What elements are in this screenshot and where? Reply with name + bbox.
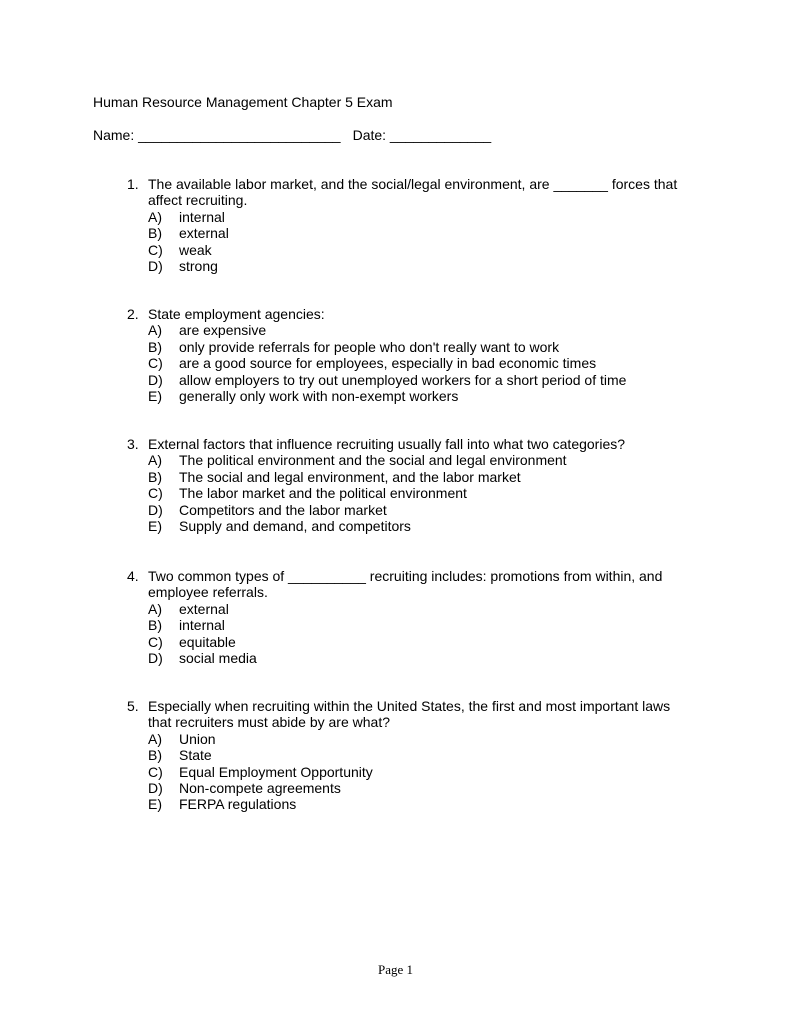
date-field-label: Date: _____________ bbox=[352, 127, 492, 143]
choice-letter: D) bbox=[148, 258, 163, 275]
choice-letter: B) bbox=[148, 225, 162, 242]
choice-text: internal bbox=[179, 617, 225, 634]
exam-title: Human Resource Management Chapter 5 Exam bbox=[93, 94, 393, 110]
question-text: Especially when recruiting within the United States, the first and most important laws that recruiters must abide by are what? bbox=[148, 698, 671, 731]
choice-text: The political environment and the social and legal environment bbox=[179, 452, 567, 469]
question-2 bbox=[127, 306, 697, 404]
choice-text: Supply and demand, and competitors bbox=[179, 518, 411, 535]
choice-text: The labor market and the political environment bbox=[179, 485, 467, 502]
choice-text: Equal Employment Opportunity bbox=[179, 763, 373, 780]
choice-text: only provide referrals for people who don't really want to work bbox=[179, 338, 560, 355]
question-number: 3. bbox=[127, 436, 139, 452]
choice-letter: A) bbox=[148, 208, 162, 225]
choice-text: Non-compete agreements bbox=[179, 780, 341, 797]
choice-text: Competitors and the labor market bbox=[179, 501, 387, 518]
answer-choice bbox=[127, 650, 697, 666]
answer-choice bbox=[127, 485, 697, 501]
answer-choice bbox=[127, 796, 697, 812]
answer-choice bbox=[127, 258, 697, 274]
question-number: 4. bbox=[127, 568, 139, 584]
choice-letter: A) bbox=[148, 452, 162, 469]
answer-choice bbox=[127, 469, 697, 485]
choice-text: The social and legal environment, and the labor market bbox=[179, 468, 521, 485]
choice-text: weak bbox=[179, 241, 212, 258]
choice-letter: B) bbox=[148, 617, 162, 634]
choice-letter: B) bbox=[148, 338, 162, 355]
answer-choice bbox=[127, 225, 697, 241]
choice-text: strong bbox=[179, 258, 218, 275]
answer-choice bbox=[127, 242, 697, 258]
page-number: Page 1 bbox=[377, 962, 414, 977]
choice-letter: E) bbox=[148, 796, 162, 813]
question-1 bbox=[127, 176, 697, 274]
choice-letter: D) bbox=[148, 780, 163, 797]
answer-choice bbox=[127, 388, 697, 404]
choice-text: Union bbox=[179, 730, 216, 747]
question-text: Two common types of __________ recruiting includes: promotions from within, and employee referrals. bbox=[148, 568, 663, 601]
choice-letter: C) bbox=[148, 355, 163, 372]
choice-text: State bbox=[179, 747, 212, 764]
choice-letter: E) bbox=[148, 388, 162, 405]
choice-text: social media bbox=[179, 650, 257, 667]
choice-text: allow employers to try out unemployed workers for a short period of time bbox=[179, 371, 627, 388]
choice-text: equitable bbox=[179, 633, 236, 650]
choice-letter: E) bbox=[148, 518, 162, 535]
answer-choice bbox=[127, 372, 697, 388]
choice-letter: A) bbox=[148, 730, 162, 747]
name-date-line bbox=[93, 127, 491, 143]
question-number: 5. bbox=[127, 698, 139, 714]
choice-text: are expensive bbox=[179, 322, 267, 339]
choice-letter: D) bbox=[148, 650, 163, 667]
answer-choice bbox=[127, 502, 697, 518]
choice-text: are a good source for employees, especially in bad economic times bbox=[179, 355, 597, 372]
choice-text: generally only work with non-exempt workers bbox=[179, 388, 459, 405]
choice-letter: D) bbox=[148, 501, 163, 518]
question-3 bbox=[127, 436, 697, 534]
question-text: External factors that influence recruiting usually fall into what two categories? bbox=[148, 436, 626, 452]
question-4 bbox=[127, 568, 697, 666]
choice-letter: B) bbox=[148, 468, 162, 485]
answer-choice bbox=[127, 764, 697, 780]
choice-text: external bbox=[179, 600, 229, 617]
name-field-label: Name: __________________________ bbox=[93, 127, 341, 143]
choice-letter: B) bbox=[148, 747, 162, 764]
answer-choice bbox=[127, 322, 697, 338]
question-number: 2. bbox=[127, 306, 139, 322]
question-text: State employment agencies: bbox=[148, 306, 325, 322]
answer-choice bbox=[127, 518, 697, 534]
answer-choice bbox=[127, 355, 697, 371]
answer-choice bbox=[127, 339, 697, 355]
answer-choice bbox=[127, 747, 697, 763]
choice-letter: A) bbox=[148, 600, 162, 617]
choice-letter: C) bbox=[148, 241, 163, 258]
answer-choice bbox=[127, 452, 697, 468]
choice-letter: C) bbox=[148, 633, 163, 650]
choice-letter: D) bbox=[148, 371, 163, 388]
choice-letter: C) bbox=[148, 763, 163, 780]
answer-choice bbox=[127, 634, 697, 650]
answer-choice bbox=[127, 780, 697, 796]
answer-choice bbox=[127, 731, 697, 747]
choice-letter: A) bbox=[148, 322, 162, 339]
question-number: 1. bbox=[127, 176, 139, 192]
choice-text: internal bbox=[179, 208, 225, 225]
answer-choice bbox=[127, 617, 697, 633]
answer-choice bbox=[127, 209, 697, 225]
answer-choice bbox=[127, 601, 697, 617]
question-5 bbox=[127, 698, 697, 813]
choice-letter: C) bbox=[148, 485, 163, 502]
question-text: The available labor market, and the social/legal environment, are _______ forces that affect recruiting. bbox=[148, 176, 678, 209]
choice-text: external bbox=[179, 225, 229, 242]
choice-text: FERPA regulations bbox=[179, 796, 297, 813]
